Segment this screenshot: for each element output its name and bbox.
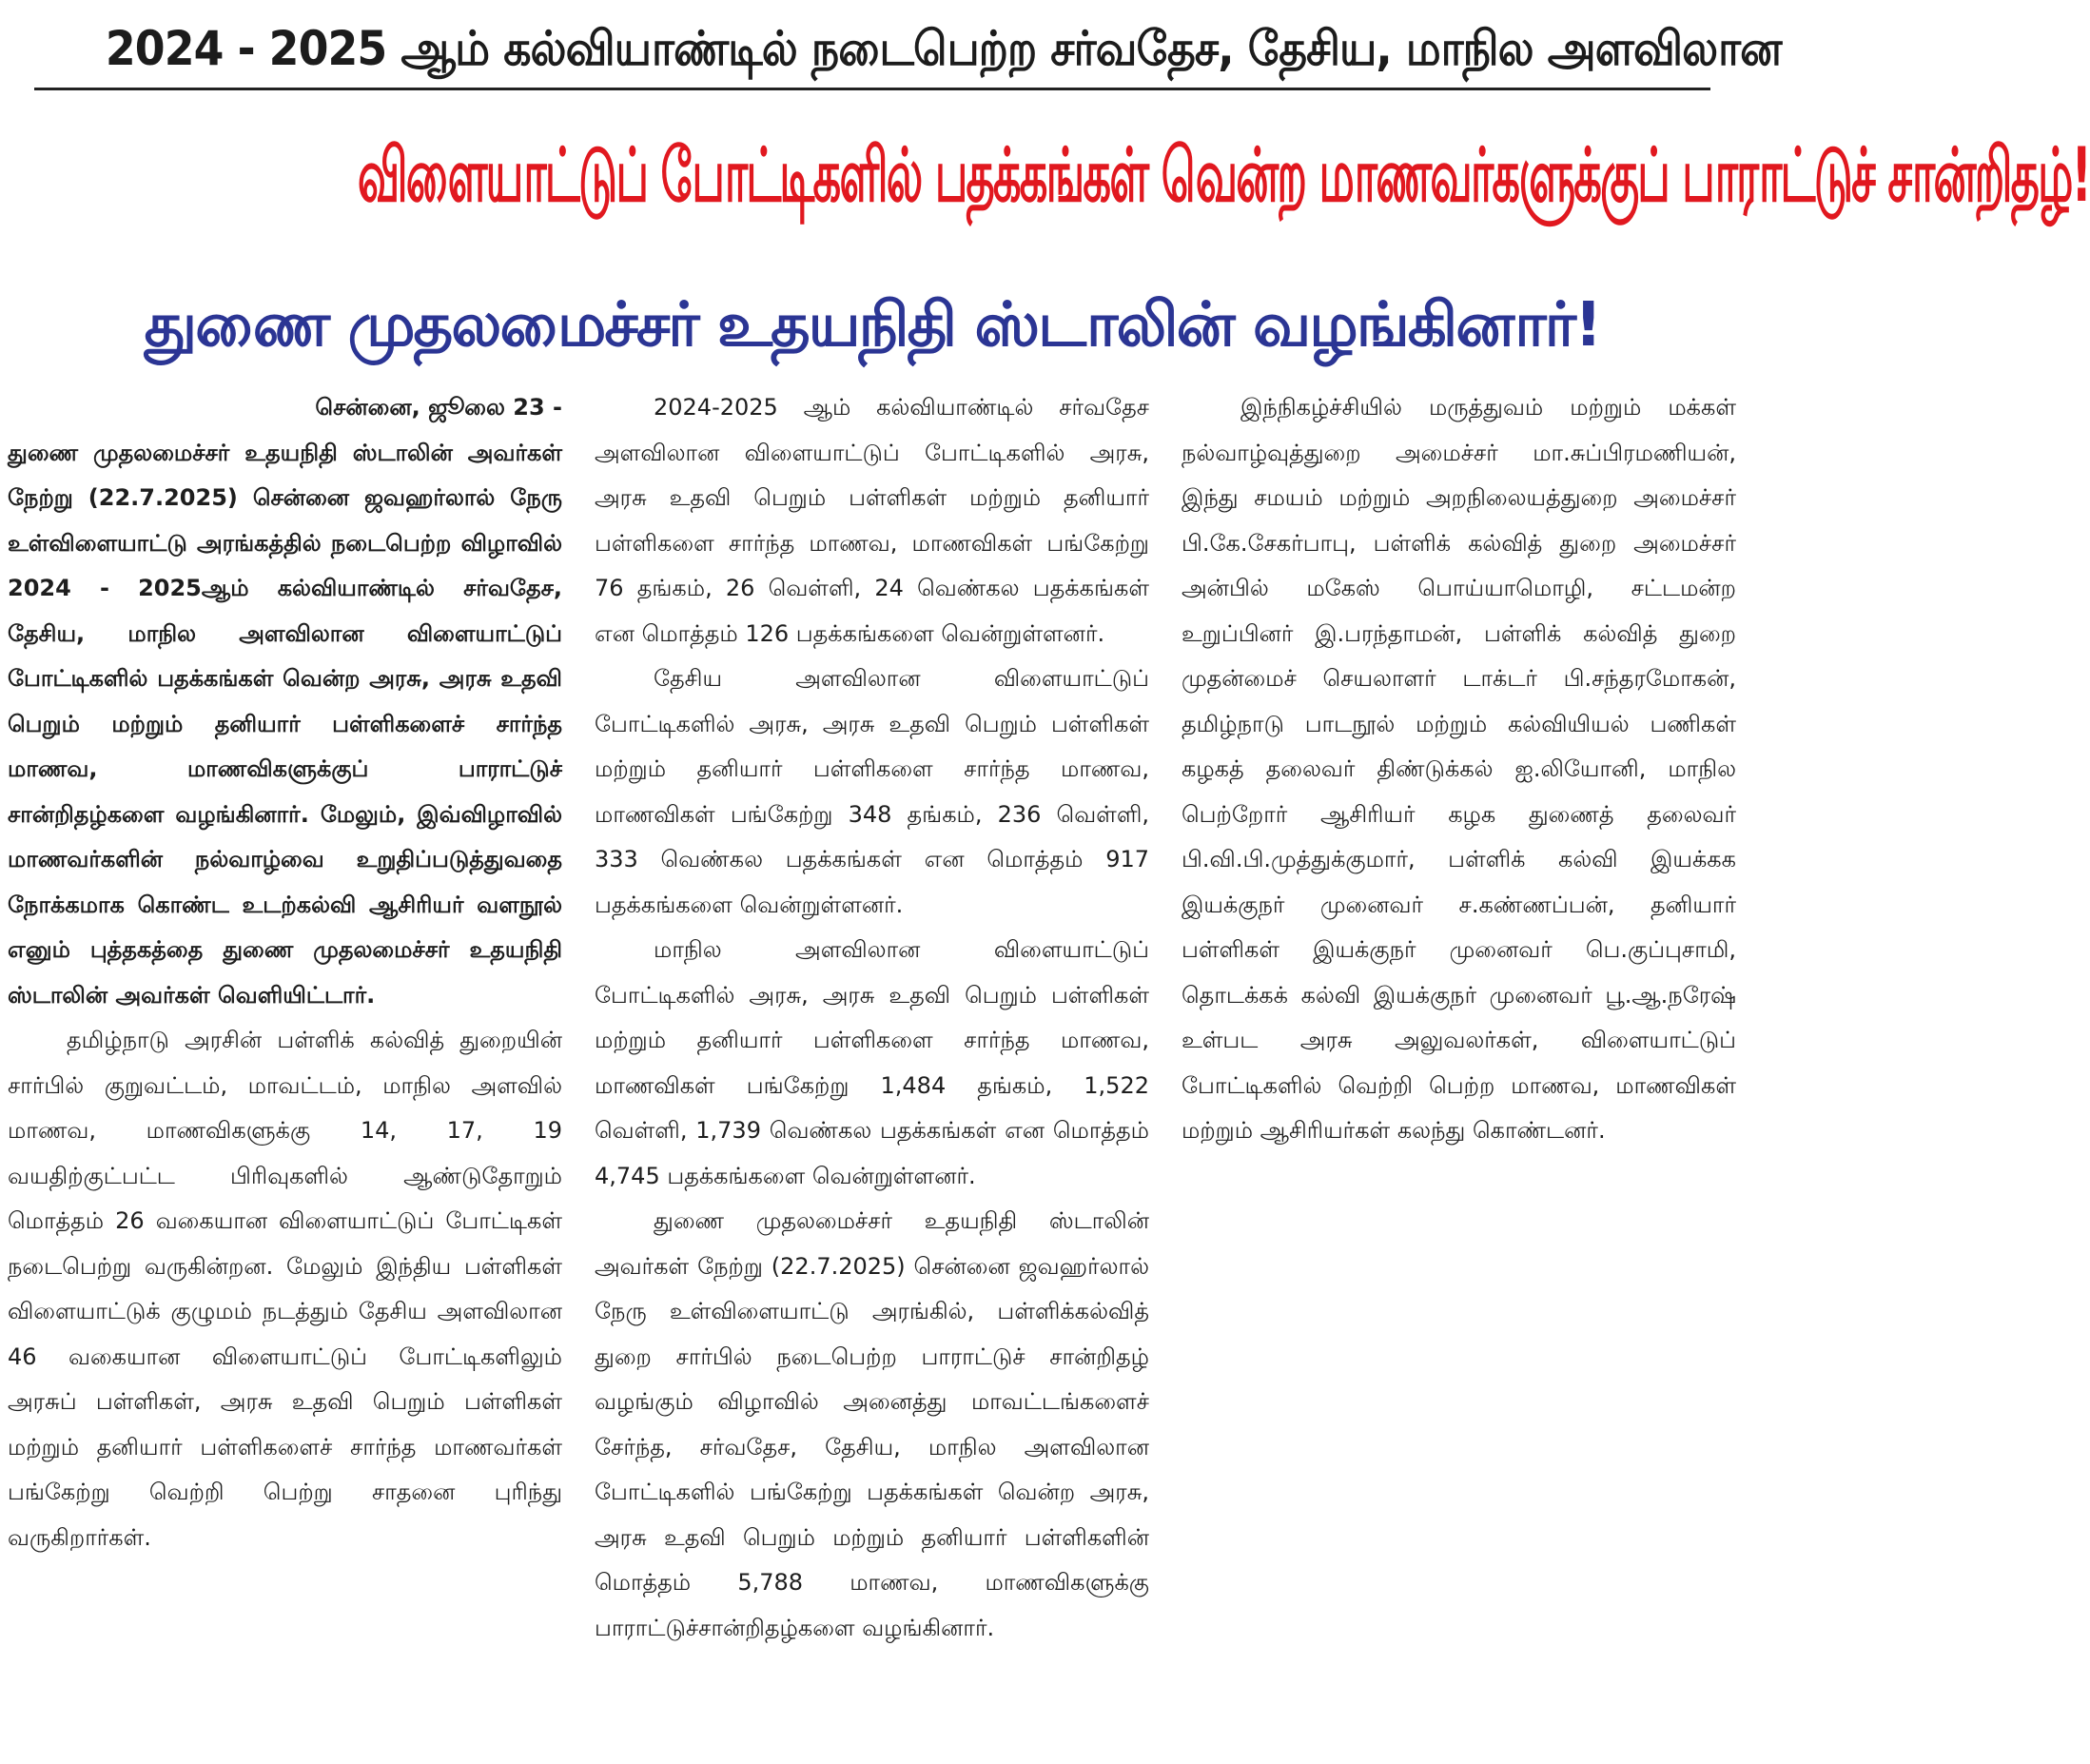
dateline: சென்னை, ஜூலை 23 - (315, 394, 562, 421)
kicker-headline: 2024 - 2025 ஆம் கல்வியாண்டில் நடைபெற்ற சர்வதேச, தேசிய, மாநில அளவிலான (105, 21, 1782, 76)
paragraph-2: 2024-2025 ஆம் கல்வியாண்டில் சர்வதேச அளவிலான விளையாட்டுப் போட்டிகளில் அரசு, அரசு உதவி பெறும் பள்ளிகள் மற்றும் தனியார் பள்ளிகளை சார்ந்த மாணவ, மாணவிகள் பங்கேற்று 76 தங்கம், 26 வெள்ளி, 24 வெண்கல பதக்கங்கள் என மொத்தம் 126 பதக்கங்களை வென்றுள்ளனர். (595, 394, 1149, 647)
paragraph-4: மாநில அளவிலான விளையாட்டுப் போட்டிகளில் அரசு, அரசு உதவி பெறும் பள்ளிகள் மற்றும் தனியார் பள்ளிகளை சார்ந்த மாணவ, மாணவிகள் பங்கேற்று 1,484 தங்கம், 1,522 வெள்ளி, 1,739 வெண்கல பதக்கங்கள் என மொத்தம் 4,745 பதக்கங்களை வென்றுள்ளனர். (595, 936, 1149, 1189)
paragraph-3: தேசிய அளவிலான விளையாட்டுப் போட்டிகளில் அரசு, அரசு உதவி பெறும் பள்ளிகள் மற்றும் தனியார் பள்ளிகளை சார்ந்த மாணவ, மாணவிகள் பங்கேற்று 348 தங்கம், 236 வெள்ளி, 333 வெண்கல பதக்கங்கள் என மொத்தம் 917 பதக்கங்களை வென்றுள்ளனர். (595, 665, 1149, 918)
article-column-1 (8, 385, 562, 1755)
article-column-3 (1182, 385, 1736, 1755)
article-body (8, 385, 1737, 1755)
paragraph-6: இந்நிகழ்ச்சியில் மருத்துவம் மற்றும் மக்கள் நல்வாழ்வுத்துறை அமைச்சர் மா.சுப்பிரமணியன், இந்து சமயம் மற்றும் அறநிலையத்துறை அமைச்சர் பி.கே.சேகர்பாபு, பள்ளிக் கல்வித் துறை அமைச்சர் அன்பில் மகேஸ் பொய்யாமொழி, சட்டமன்ற உறுப்பினர் இ.பரந்தாமன், பள்ளிக் கல்வித் துறை முதன்மைச் செயலாளர் டாக்டர் பி.சந்தரமோகன், தமிழ்நாடு பாடநூல் மற்றும் கல்வியியல் பணிகள் கழகத் தலைவர் திண்டுக்கல் ஐ.லியோனி, மாநில பெற்றோர் ஆசிரியர் கழக துணைத் தலைவர் பி.வி.பி.முத்துக்குமார், பள்ளிக் கல்வி இயக்கக இயக்குநர் முனைவர் ச.கண்ணப்பன், தனியார் பள்ளிகள் இயக்குநர் முனைவர் பெ.குப்புசாமி, தொடக்கக் கல்வி இயக்குநர் முனைவர் பூ.ஆ.நரேஷ் உள்பட அரசு அலுவலர்கள், விளையாட்டுப் போட்டிகளில் வெற்றி பெற்ற மாணவ, மாணவிகள் மற்றும் ஆசிரியர்கள் கலந்து கொண்டனர். (1182, 394, 1736, 1144)
article-lead (8, 385, 562, 1018)
paragraph-5: துணை முதலமைச்சர் உதயநிதி ஸ்டாலின் அவர்கள் நேற்று (22.7.2025) சென்னை ஜவஹர்லால் நேரு உள்விளையாட்டு அரங்கில், பள்ளிக்கல்வித் துறை சார்பில் நடைபெற்ற பாராட்டுச் சான்றிதழ் வழங்கும் விழாவில் அனைத்து மாவட்டங்களைச் சேர்ந்த, சர்வதேச, தேசிய, மாநில அளவிலான போட்டிகளில் பங்கேற்று பதக்கங்கள் வென்ற அரசு, அரசு உதவி பெறும் மற்றும் தனியார் பள்ளிகளின் மொத்தம் 5,788 மாணவ, மாணவிகளுக்கு பாராட்டுச்சான்றிதழ்களை வழங்கினார். (595, 1207, 1149, 1641)
article-column-2 (595, 385, 1149, 1755)
main-headline: விளையாட்டுப் போட்டிகளில் பதக்கங்கள் வென்ற மாணவர்களுக்குப் பாராட்டுச் சான்றிதழ்! (357, 133, 2090, 219)
sub-headline: துணை முதலமைச்சர் உதயநிதி ஸ்டாலின் வழங்கினார்! (144, 290, 1601, 361)
kicker-rule (34, 88, 1710, 90)
paragraph-1: தமிழ்நாடு அரசின் பள்ளிக் கல்வித் துறையின் சார்பில் குறுவட்டம், மாவட்டம், மாநில அளவில் மாணவ, மாணவிகளுக்கு 14, 17, 19 வயதிற்குட்பட்ட பிரிவுகளில் ஆண்டுதோறும் மொத்தம் 26 வகையான விளையாட்டுப் போட்டிகள் நடைபெற்று வருகின்றன. மேலும் இந்திய பள்ளிகள் விளையாட்டுக் குழுமம் நடத்தும் தேசிய அளவிலான 46 வகையான விளையாட்டுப் போட்டிகளிலும் அரசுப் பள்ளிகள், அரசு உதவி பெறும் பள்ளிகள் மற்றும் தனியார் பள்ளிகளைச் சார்ந்த மாணவர்கள் பங்கேற்று வெற்றி பெற்று சாதனை புரிந்து வருகிறார்கள். (8, 1027, 562, 1551)
lead-text: துணை முதலமைச்சர் உதயநிதி ஸ்டாலின் அவர்கள் நேற்று (22.7.2025) சென்னை ஜவஹர்லால் நேரு உள்விளையாட்டு அரங்கத்தில் நடைபெற்ற விழாவில் 2024 - 2025ஆம் கல்வியாண்டில் சர்வதேச, தேசிய, மாநில அளவிலான விளையாட்டுப் போட்டிகளில் பதக்கங்கள் வென்ற அரசு, அரசு உதவி பெறும் மற்றும் தனியார் பள்ளிகளைச் சார்ந்த மாணவ, மாணவிகளுக்குப் பாராட்டுச் சான்றிதழ்களை வழங்கினார். மேலும், இவ்விழாவில் மாணவர்களின் நல்வாழ்வை உறுதிப்படுத்துவதை நோக்கமாக கொண்ட உடற்கல்வி ஆசிரியர் வளநூல் எனும் புத்தகத்தை துணை முதலமைச்சர் உதயநிதி ஸ்டாலின் அவர்கள் வெளியிட்டார். (8, 439, 562, 1009)
